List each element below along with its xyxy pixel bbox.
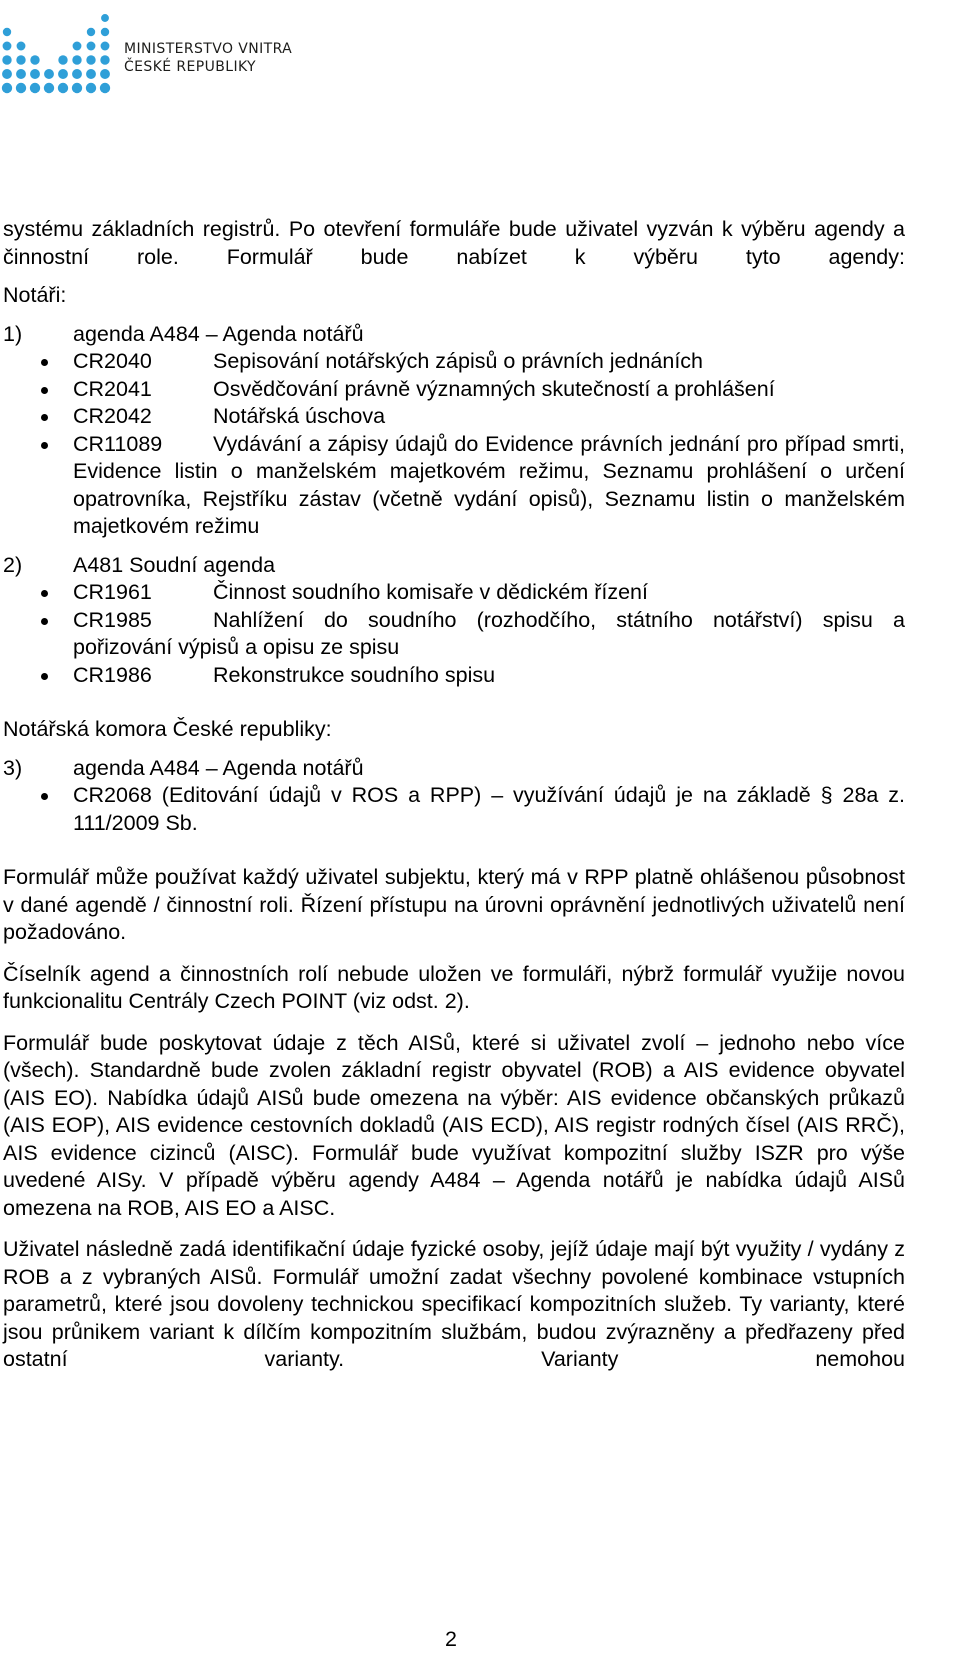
logo-dot [100,69,110,79]
intro-paragraph: systému základních registrů. Po otevření formuláře bude uživatel vyzván k výběru agendy a činnostní role. Formulář bude nabízet k výběru tyto agendy: [3,217,905,269]
komora-heading: Notářská komora České republiky: [3,717,332,741]
logo-dot [30,83,40,93]
logo-dot [86,55,95,64]
logo-dots-icon [0,8,112,94]
agenda-2-heading [3,552,905,580]
logo-dot [86,69,96,79]
list-item [3,579,905,607]
agenda-2-title: A481 Soudní agenda [73,552,276,577]
logo-dot [101,28,109,36]
role-text: Činnost soudního komisaře v dědickém řízení [213,580,648,604]
bullet-icon [41,387,48,394]
logo-dot [16,55,25,64]
logo-dot [73,42,82,51]
logo-dot [2,83,12,93]
role-text: Vydávání a zápisy údajů do Evidence právních jednání pro případ smrti, Evidence listin o manželském majetkovém režimu, Seznamu prohlášení o určení opatrovníka, Rejstříku zástav (včetně vydání opisů), Seznamu listin o manželském majetkovém režimu [73,431,905,538]
list-item [3,782,905,837]
logo-dot [30,55,39,64]
logo-dot [100,83,110,93]
logo-dot [3,28,11,36]
logo-line-2: ČESKÉ REPUBLIKY [124,59,257,75]
logo-dot [2,55,11,64]
logo-line-1: MINISTERSTVO VNITRA [124,41,293,57]
bullet-icon [41,359,48,366]
role-code: CR11089 [73,431,163,456]
role-text: Nahlížení do soudního (rozhodčího, státního notářství) spisu a pořizování výpisů a opisu ze spisu [73,607,905,659]
list-item [3,607,905,662]
role-code: CR1961 [73,580,152,604]
logo-dot [30,69,40,79]
logo-dot [101,42,110,51]
logo-dot [16,69,26,79]
list-item [3,348,905,376]
bullet-icon [41,618,48,625]
logo-dot [2,69,12,79]
agenda-1-title: agenda A484 – Agenda notářů [73,321,364,346]
role-text: (Editování údajů v ROS a RPP) – využívání údajů je na základě § 28a z. 111/2009 Sb. [73,783,905,835]
page-number: 2 [445,1627,457,1651]
ministry-logo [0,4,300,94]
agenda-1-number: 1) [3,321,23,346]
role-code: CR1985 [73,607,152,632]
bullet-icon [41,793,48,800]
role-code: CR2041 [73,376,152,401]
logo-dot [58,69,68,79]
logo-dot [16,83,26,93]
bullet-icon [41,414,48,421]
role-text: Sepisování notářských zápisů o právních jednáních [213,349,704,373]
logo-dot [87,42,96,51]
document-body [3,216,905,1374]
logo-dot [58,83,68,93]
role-text: Notářská úschova [213,404,386,428]
role-code: CR2040 [73,349,152,373]
agenda-3-heading [3,755,905,783]
logo-text [124,40,292,76]
agenda-1-heading [3,321,905,349]
agenda-2-number: 2) [3,552,23,577]
list-item [3,431,905,541]
paragraph-codelist: Číselník agend a činnostních rolí nebude uložen ve formuláři, nýbrž formulář využije novou funkcionalitu Centrály Czech POINT (viz odst. 2). [3,961,905,1013]
logo-dot [17,42,26,51]
list-item [3,376,905,404]
notari-heading: Notáři: [3,283,67,307]
logo-dot [44,83,54,93]
logo-dot [72,69,82,79]
bullet-icon [41,442,48,449]
bullet-icon [41,673,48,680]
logo-dot [58,55,67,64]
logo-dot [101,14,109,22]
role-text: Rekonstrukce soudního spisu [213,662,496,687]
role-text: Osvědčování právně významných skutečností a prohlášení [213,376,775,401]
logo-dot [100,55,109,64]
logo-dot [3,42,12,51]
logo-dot [86,83,96,93]
paragraph-input: Uživatel následně zadá identifikační údaje fyzické osoby, jejíž údaje mají být využity / vydány z ROB a z vybraných AISů. Formulář umožní zadat všechny povolené kombinace vstupních parametrů, které jsou dovoleny technickou specifikací kompozitních služeb. Ty varianty, které jsou průnikem variant k dílčím kompozitním službám, budou zvýrazněny a předřazeny před ostatní varianty. Varianty nemohou [3,1237,905,1371]
role-code: CR2042 [73,404,152,428]
logo-dot [72,83,82,93]
agenda-3-number: 3) [3,755,23,780]
list-item [3,662,905,690]
list-item [3,403,905,431]
bullet-icon [41,590,48,597]
paragraph-ais: Formulář bude poskytovat údaje z těch AISů, které si uživatel zvolí – jednoho nebo více (všech). Standardně bude zvolen základní registr obyvatel (ROB) a AIS evidence obyvatel (AIS EO). Nabídka údajů AISů bude omezena na výběr: AIS evidence občanských průkazů (AIS EOP), AIS evidence cestovních dokladů (AIS ECD), AIS registr rodných čísel (AIS RRČ), AIS evidence cizinců (AISC). Formulář bude využívat kompozitní služby ISZR pro výše uvedené AISy. V případě výběru agendy A484 – Agenda notářů je nabídka údajů AISů omezena na ROB, AIS EO a AISC. [3,1030,905,1220]
agenda-3-title: agenda A484 – Agenda notářů [73,755,364,780]
logo-dot [87,28,95,36]
role-code: CR2068 [73,783,152,807]
logo-dot [44,69,54,79]
role-code: CR1986 [73,662,152,687]
logo-dot [72,55,81,64]
paragraph-access: Formulář může používat každý uživatel subjektu, který má v RPP platně ohlášenou působnost v dané agendě / činnostní roli. Řízení přístupu na úrovni oprávnění jednotlivých uživatelů není požadováno. [3,865,905,944]
